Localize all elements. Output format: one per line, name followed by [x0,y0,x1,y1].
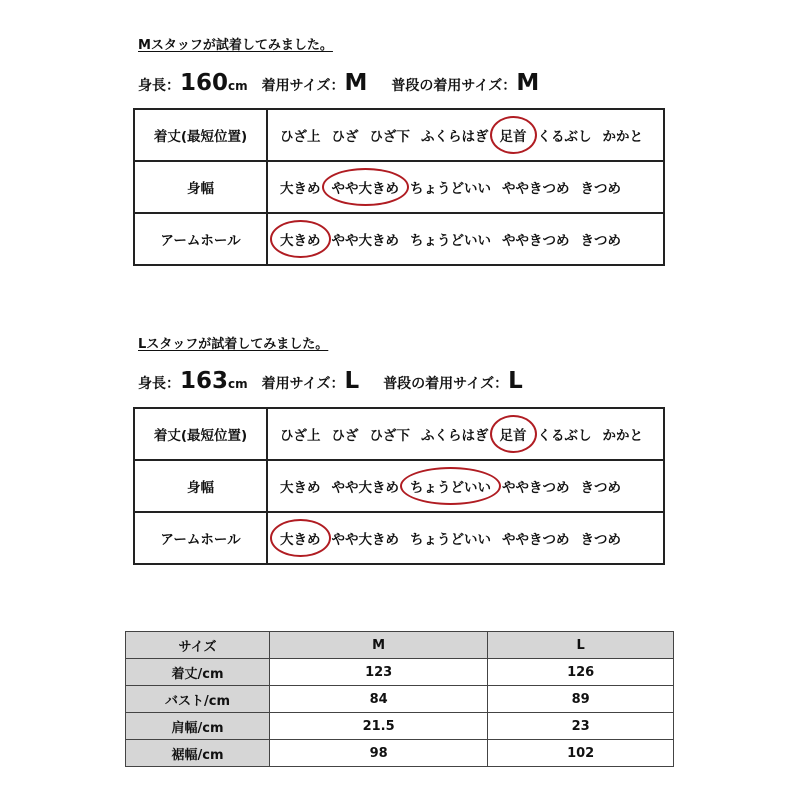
fit-row-label: アームホール [134,213,267,265]
fit-option: ちょうどいい [410,532,491,548]
l-staff-heading: Lスタッフが試着してみました。 [138,337,329,352]
fit-option: かかと [602,129,643,145]
size-header-cell: L [488,632,674,659]
fit-option: ふくらはぎ [421,428,489,444]
usual-size-label: 普段の着用サイズ： [391,78,517,94]
fit-option: ややきつめ [502,233,570,249]
fit-option: きつめ [580,233,621,249]
size-cell: 23 [488,713,674,740]
fit-option: ふくらはぎ [421,129,489,145]
fit-options [267,109,664,161]
height-value: 160 [180,70,229,96]
fit-option: ひざ下 [369,129,410,145]
m-fit-table [133,108,665,266]
size-row-label: 裾幅/cm [126,740,270,767]
fit-options [267,512,664,564]
fit-option: ちょうどいい [410,181,491,197]
fit-row-label: 身幅 [134,460,267,512]
fit-option: きつめ [580,532,621,548]
fit-option: きつめ [580,480,621,496]
fit-option: くるぶし [537,428,592,444]
fit-options [267,408,664,460]
height-unit: cm [228,377,248,391]
worn-size-value: L [344,368,360,394]
fit-options [267,213,664,265]
fit-option-selected: 大きめ [280,229,321,249]
l-staff-stats [138,368,523,398]
fit-option: くるぶし [537,129,592,145]
fit-row-label: アームホール [134,512,267,564]
fit-row [134,161,664,213]
fit-option: 大きめ [280,181,321,197]
fit-option-selected: 足首 [500,424,527,444]
size-row-label: 肩幅/cm [126,713,270,740]
worn-size-label: 着用サイズ： [261,78,345,94]
fit-row-label: 身幅 [134,161,267,213]
size-cell: 21.5 [270,713,488,740]
worn-size-label: 着用サイズ： [261,376,345,392]
fit-option: ややきつめ [502,480,570,496]
fit-row [134,109,664,161]
size-table-header [126,632,674,659]
fit-row [134,460,664,512]
fit-option: ちょうどいい [410,233,491,249]
fit-options [267,460,664,512]
fit-option-selected: やや大きめ [332,177,400,197]
fit-option: やや大きめ [331,532,399,548]
fit-options [267,161,664,213]
size-cell: 102 [488,740,674,767]
size-table-row [126,686,674,713]
worn-size-value: M [344,70,368,96]
fit-option: ややきつめ [502,532,570,548]
usual-size-value: L [508,368,523,394]
height-value: 163 [180,368,229,394]
l-fit-table [133,407,665,565]
fit-option: ひざ上 [280,129,321,145]
size-cell: 89 [488,686,674,713]
size-table-row [126,659,674,686]
m-staff-heading: Mスタッフが試着してみました。 [138,38,333,53]
fit-option: ひざ [331,428,359,444]
fit-option: ひざ下 [369,428,410,444]
fit-row [134,512,664,564]
fit-option: やや大きめ [331,480,399,496]
fit-row [134,213,664,265]
size-cell: 123 [270,659,488,686]
size-table [125,631,674,767]
fit-row-label: 着丈(最短位置) [134,408,267,460]
size-header-cell: サイズ [126,632,270,659]
fit-option-selected: 大きめ [280,528,321,548]
size-header-cell: M [270,632,488,659]
usual-size-value: M [516,70,540,96]
size-cell: 126 [488,659,674,686]
size-cell: 98 [270,740,488,767]
size-row-label: 着丈/cm [126,659,270,686]
fit-option: ひざ [331,129,359,145]
m-staff-stats [138,70,539,100]
size-table-row [126,740,674,767]
size-table-row [126,713,674,740]
size-cell: 84 [270,686,488,713]
height-label: 身長： [138,376,180,392]
fit-option: ややきつめ [502,181,570,197]
fit-option: 大きめ [280,480,321,496]
fit-row [134,408,664,460]
size-row-label: バスト/cm [126,686,270,713]
height-label: 身長： [138,78,180,94]
fit-option: きつめ [580,181,621,197]
fit-row-label: 着丈(最短位置) [134,109,267,161]
fit-option-selected: 足首 [500,125,527,145]
height-unit: cm [228,79,248,93]
fit-option: かかと [602,428,643,444]
usual-size-label: 普段の着用サイズ： [383,376,509,392]
fit-option: やや大きめ [331,233,399,249]
fit-option: ひざ上 [280,428,321,444]
fit-option-selected: ちょうどいい [410,476,491,496]
